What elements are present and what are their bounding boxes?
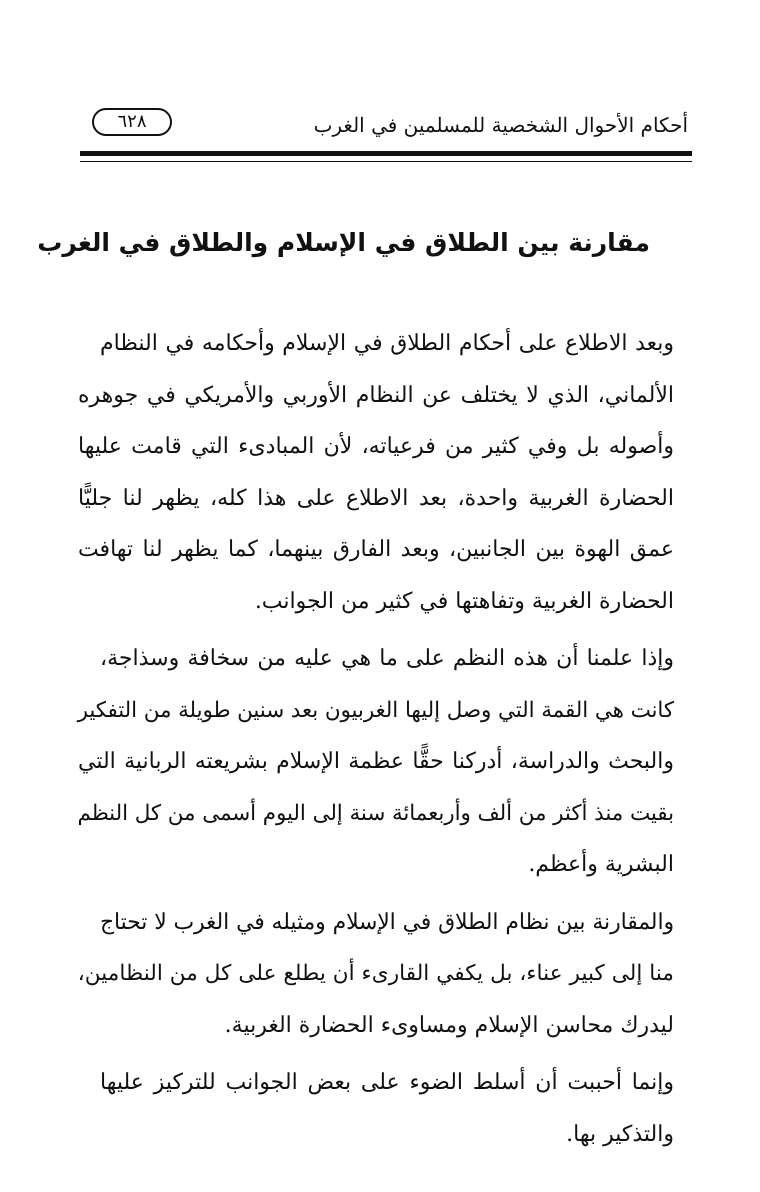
paragraph-line: والتذكير بها. xyxy=(566,1121,674,1147)
paragraph-line: بقيت منذ أكثر من ألف وأربعمائة سنة إلى اليوم أسمى من كل النظم xyxy=(77,800,674,826)
paragraph-line: منا إلى كبير عناء، بل يكفي القارىء أن يطلع على كل من النظامين، xyxy=(77,961,674,986)
paragraph-line: الحضارة الغربية وتفاهتها في كثير من الجوانب. xyxy=(254,588,674,614)
page-header xyxy=(92,108,688,148)
header-rule-thick xyxy=(80,151,692,156)
paragraph-line: وأصوله بل وفي كثير من فرعياته، لأن المبادىء التي قامت عليها xyxy=(78,434,674,459)
running-title: أحكام الأحوال الشخصية للمسلمين في الغرب xyxy=(313,113,688,137)
header-rule-thin xyxy=(80,161,692,162)
paragraph-line: والمقارنة بين نظام الطلاق في الإسلام ومثيله في الغرب لا تحتاج xyxy=(99,909,674,935)
body-text xyxy=(78,318,696,1166)
paragraph-line: الألماني، الذي لا يختلف عن النظام الأوربي والأمريكي في جوهره xyxy=(78,382,674,408)
paragraph-line: ليدرك محاسن الإسلام ومساوىء الحضارة الغربية. xyxy=(224,1012,674,1038)
paragraph-line: كانت هي القمة التي وصل إليها الغربيون بعد سنين طويلة من التفكير xyxy=(77,697,674,723)
paragraph-line: وإنما أحببت أن أسلط الضوء على بعض الجوانب للتركيز عليها xyxy=(100,1070,674,1095)
page-number: ٦٢٨ xyxy=(92,108,172,136)
paragraph-line: والبحث والدراسة، أدركنا حقًّا عظمة الإسلام بشريعته الربانية التي xyxy=(77,749,674,774)
paragraph xyxy=(78,633,696,891)
paragraph-line: الحضارة الغربية واحدة، بعد الاطلاع على هذا كله، يظهر لنا جليًّا xyxy=(77,485,674,511)
section-title: مقارنة بين الطلاق في الإسلام والطلاق في الغرب xyxy=(37,228,650,257)
paragraph xyxy=(78,897,696,1052)
paragraph xyxy=(78,1057,696,1160)
paragraph-line: البشرية وأعظم. xyxy=(528,852,674,877)
paragraph-line: وإذا علمنا أن هذه النظم على ما هي عليه من سخافة وسذاجة، xyxy=(100,646,674,671)
paragraph-line: عمق الهوة بين الجانبين، وبعد الفارق بينهما، كما يظهر لنا تهافت xyxy=(77,537,674,562)
paragraph xyxy=(78,318,696,627)
paragraph-line: وبعد الاطلاع على أحكام الطلاق في الإسلام وأحكامه في النظام xyxy=(100,331,674,356)
